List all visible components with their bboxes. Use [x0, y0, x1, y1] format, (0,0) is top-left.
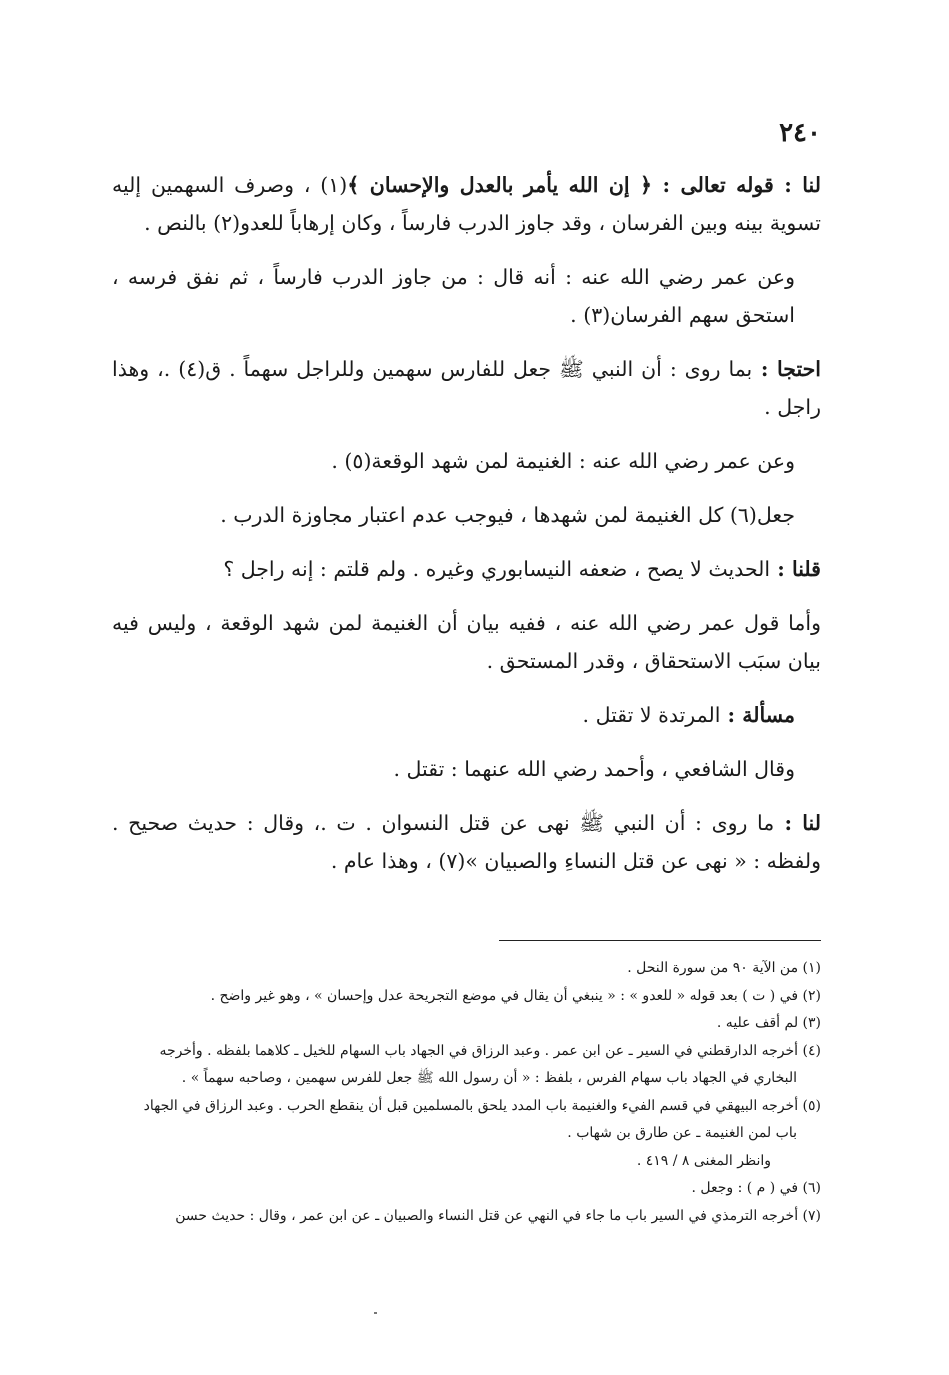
scan-speck [374, 1312, 377, 1314]
footnote-5: (٥) أخرجه البيهقي في قسم الفيء والغنيمة باب المدد يلحق بالمسلمين قبل أن ينقطع الحرب . وعبد الرزاق في الجهاد [143, 1097, 821, 1114]
footnote-1: (١) من الآية ٩٠ من سورة النحل . [627, 960, 821, 976]
paragraph-label: قلنا : [770, 557, 821, 581]
footnote-7: (٧) أخرجه الترمذي في السير باب ما جاء في النهي عن قتل النساء والصبيان ـ عن ابن عمر ، وقال : حديث حسن [175, 1207, 821, 1224]
paragraph-10 [112, 804, 821, 880]
footnote-4: (٤) أخرجه الدارقطني في السير ـ عن ابن عمر . وعبد الرزاق في الجهاد باب السهام للخيل ـ كلاهما بلفظه . وأخرجه [159, 1042, 821, 1059]
paragraph-label: مسألة : [720, 703, 795, 727]
footnote-2: (٢) في ( ت ) بعد قوله « للعدو » : « ينبغي أن يقال في موضع التجريحة عدل وإحسان » ، وهو غير واضح . [210, 987, 821, 1004]
paragraph-text: وعن عمر رضي الله عنه : أنه قال : من جاوز الدرب فارساً ، ثم نفق فرسه ، استحق سهم الفرسان(٣) . [112, 265, 795, 327]
paragraph-text: الحديث لا يصح ، ضعفه النيسابوري وغيره . ولم قلتم : إنه راجل ؟ [223, 557, 771, 581]
paragraph-9 [112, 750, 821, 788]
paragraph-4 [112, 442, 821, 480]
paragraph-6 [112, 550, 821, 588]
quran-verse: قوله تعالى : ﴿ إن الله يأمر بالعدل والإحسان ﴾ [347, 173, 774, 197]
paragraph-text: (١) ، وصرف السهمين إليه تسوية بينه وبين الفرسان ، وقد جاوز الدرب فارساً ، وكان إرهاباً للعدو(٢) بالنص . [112, 173, 821, 235]
footnote-6: (٦) في ( م ) : وجعل . [691, 1180, 821, 1196]
paragraph-text: وأما قول عمر رضي الله عنه ، ففيه بيان أن الغنيمة لمن شهد الوقعة ، وليس فيه بيان سبَب الاستحقاق ، وقدر المستحق . [112, 611, 821, 673]
paragraph-7 [112, 604, 821, 680]
footnote-5-reference: وانظر المغنى ٨ / ٤١٩ . [636, 1152, 771, 1169]
footnote-5-continuation: باب لمن الغنيمة ـ عن طارق بن شهاب . [567, 1125, 797, 1141]
paragraph-8 [112, 696, 821, 734]
paragraph-1 [112, 166, 821, 242]
paragraph-text: وقال الشافعي ، وأحمد رضي الله عنهما : تقتل . [393, 757, 795, 781]
footnote-3: (٣) لم أقف عليه . [716, 1015, 821, 1031]
paragraph-label: لنا : [773, 173, 821, 197]
paragraph-text: ما روى : أن النبي ﷺ نهى عن قتل النسوان . ت .، وقال : حديث صحيح . ولفظه : « نهى عن قتل النساءِ والصبيان »(٧) ، وهذا عام . [112, 811, 821, 873]
paragraph-text: بما روى : أن النبي ﷺ جعل للفارس سهمين وللراجل سهماً . ق(٤) .، وهذا راجل . [112, 357, 821, 419]
footnote-divider [499, 940, 821, 941]
paragraph-label: احتجا : [752, 357, 822, 381]
footnotes [112, 955, 821, 1230]
paragraph-label: لنا : [774, 811, 821, 835]
paragraph-5 [112, 496, 821, 534]
paragraph-text: جعل(٦) كل الغنيمة لمن شهدها ، فيوجب عدم اعتبار مجاوزة الدرب . [220, 503, 795, 527]
page-number: ٢٤٠ [779, 118, 821, 148]
paragraph-3 [112, 350, 821, 426]
paragraph-text: المرتدة لا تقتل . [582, 703, 721, 727]
paragraph-text: وعن عمر رضي الله عنه : الغنيمة لمن شهد الوقعة(٥) . [331, 449, 795, 473]
footnote-4-continuation: البخاري في الجهاد باب سهام الفرس ، بلفظ : « أن رسول الله ﷺ جعل للفرس سهمين ، وصاحبه سهماً » . [181, 1070, 797, 1086]
paragraph-2 [112, 258, 821, 334]
main-text [112, 166, 821, 896]
